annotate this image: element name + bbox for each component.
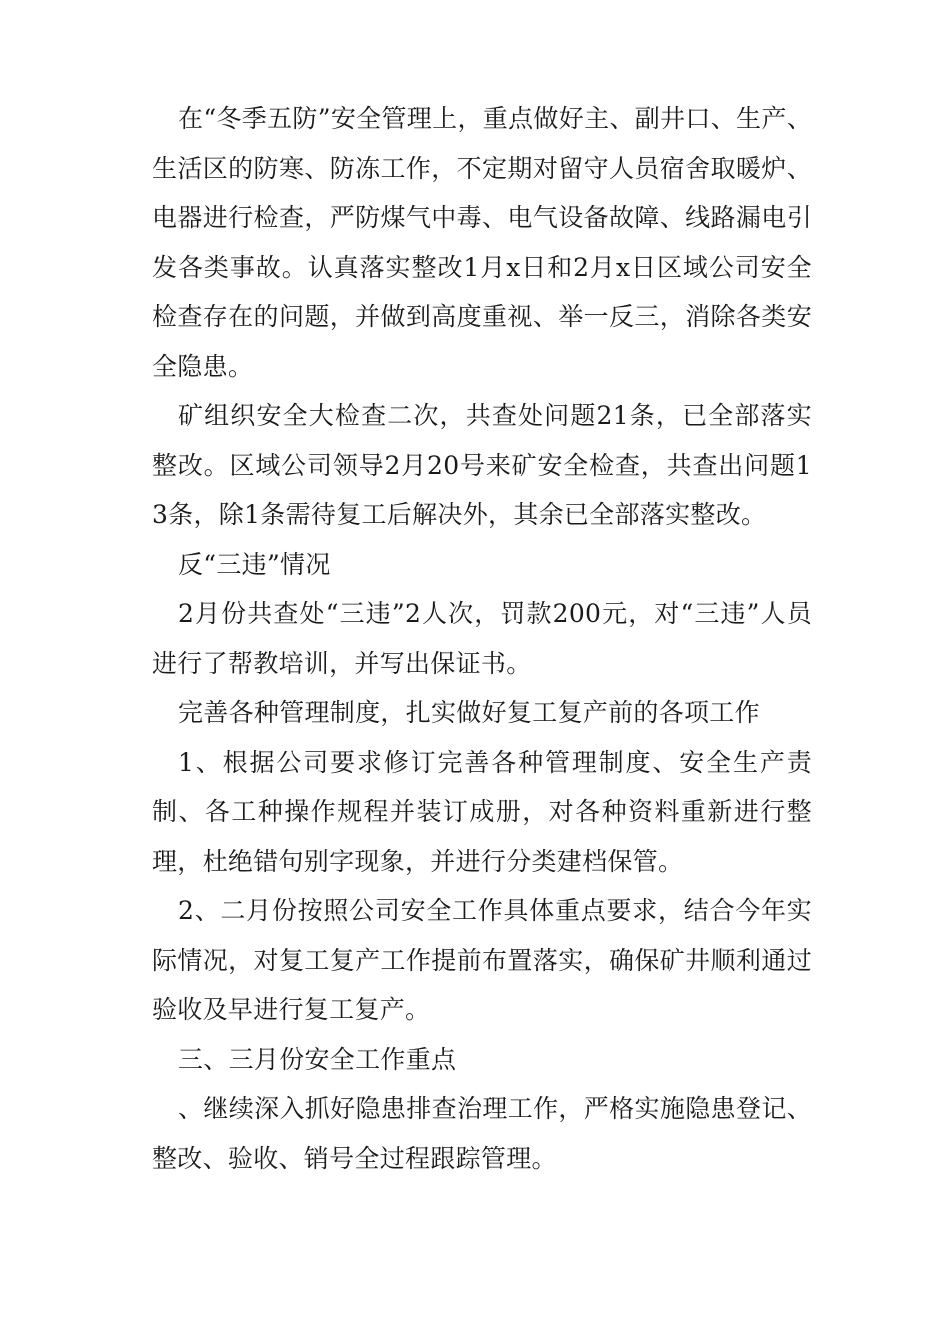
heading-march-focus: 三、三月份安全工作重点 xyxy=(178,1044,457,1074)
heading-management-system: 完善各种管理制度，扎实做好复工复产前的各项工作 xyxy=(178,698,760,727)
paragraph-item-2: 2、二月份按照公司安全工作具体重点要求，结合今年实际情况，对复工复产工作提前布置落实，确保矿井顺利通过验收及早进行复工复产。 xyxy=(152,896,812,1024)
paragraph-safety-inspection: 矿组织安全大检查二次，共查处问题21条，已全部落实整改。区域公司领导2月20号来矿安全检查，共查出问题13条，除1条需待复工后解决外，其余已全部落实整改。 xyxy=(152,401,812,529)
paragraph-item-1: 1、根据公司要求修订完善各种管理制度、安全生产责制、各工种操作规程并装订成册，对各种资料重新进行整理，杜绝错句别字现象，并进行分类建档保管。 xyxy=(152,747,812,876)
paragraph-winter-safety: 在“冬季五防”安全管理上，重点做好主、副井口、生产、生活区的防寒、防冻工作，不定期对留守人员宿舍取暖炉、电器进行检查，严防煤气中毒、电气设备故障、线路漏电引发各类事故。认真落实整改1月x日和2月x日区域公司安全检查存在的问题，并做到高度重视、举一反三，消除各类安全隐患。 xyxy=(152,104,812,381)
paragraph-hazard-management: 、继续深入抓好隐患排查治理工作，严格实施隐患登记、整改、验收、销号全过程跟踪管理。 xyxy=(152,1094,812,1173)
paragraph-violations-penalty: 2月份共查处“三违”2人次，罚款200元，对“三违”人员进行了帮教培训，并写出保证书。 xyxy=(152,599,812,678)
document-body xyxy=(152,94,812,1183)
heading-three-violations: 反“三违”情况 xyxy=(178,549,331,579)
